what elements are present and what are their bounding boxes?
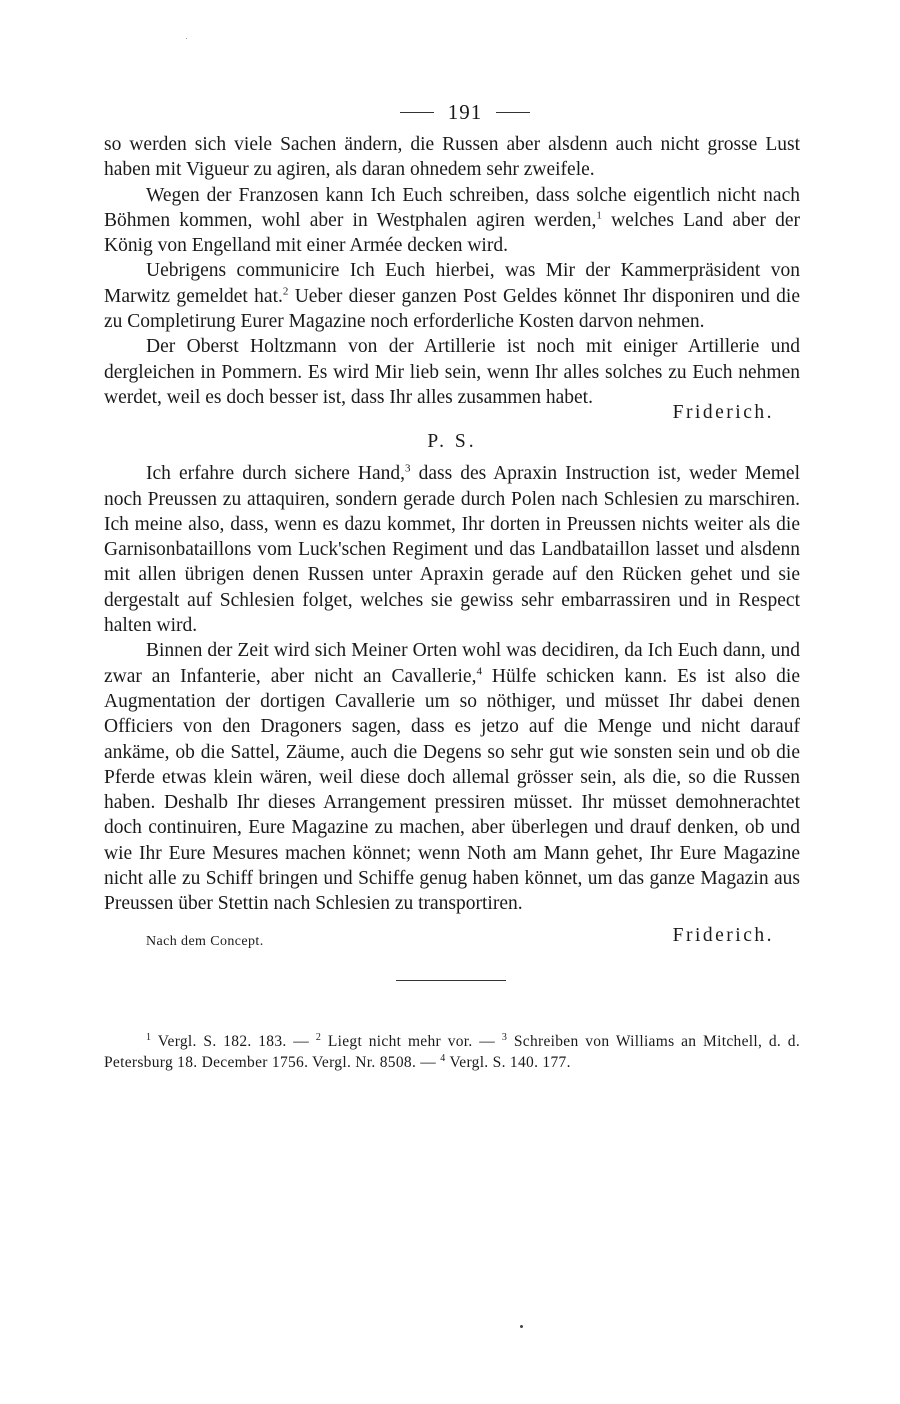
ps-paragraph-2-text-a: Binnen der Zeit wird sich Meiner Orten wohl was decidiren, da Ich Euch dann, und zwar an Infanterie, aber nicht an Cavallerie,: [104, 640, 800, 687]
page-number: 191: [447, 99, 483, 124]
scan-speck: [186, 38, 187, 39]
footnote-mark-1: 1: [146, 1031, 152, 1043]
source-note: Nach dem Concept.: [146, 933, 264, 949]
document-page: [104, 92, 800, 1073]
footnote-ref-4: 4: [476, 665, 482, 678]
paragraph-3-text-a: Uebrigens communicire Ich Euch hierbei, was Mir der Kammerpräsident von Marwitz gemeldet hat.: [104, 260, 800, 307]
footnotes: [104, 1031, 800, 1073]
paragraph-2-text-b: welches Land aber der König von Engelland mit einer Armée decken wird.: [104, 209, 801, 257]
paragraph-4: Der Oberst Holtzmann von der Artillerie ist noch mit einiger Artillerie und dergleichen in Pommern. Es wird Mir lieb sein, wenn Ihr alles solches zu Euch nehmen werdet, weil es doch besser ist, dass Ihr alles zusammen habet.: [104, 336, 800, 408]
footnote-3: Schreiben von Williams an Mitchell, d. d. Petersburg 18. December 1756. Vergl. Nr. 8508. —: [104, 1032, 801, 1071]
signature-friderich-2: Friderich.: [672, 924, 774, 946]
footnote-divider: [396, 980, 506, 981]
paragraph-3-text-b: Ueber dieser ganzen Post Geldes könnet Ihr disponiren und die zu Completirung Eurer Magazine noch erforderliche Kosten darvon nehmen.: [104, 285, 800, 333]
header-rule-right: [496, 112, 530, 113]
footnote-1: Vergl. S. 182. 183. —: [157, 1032, 310, 1050]
signature-friderich-1: Friderich.: [672, 402, 774, 424]
ps-paragraph-2: [104, 638, 800, 916]
paragraph-3: [104, 258, 800, 334]
page-header: [130, 92, 800, 132]
paragraph-1: so werden sich viele Sachen ändern, die Russen aber alsdenn auch nicht grosse Lust haben mit Vigueur zu agiren, als daran ohnedem sehr zweifele.: [104, 134, 800, 181]
postscript-heading: P. S.: [427, 431, 477, 453]
scan-dot: [520, 1325, 523, 1328]
ps-paragraph-1: [104, 461, 800, 638]
footnote-ref-3: 3: [405, 462, 411, 475]
ps-paragraph-1-text-a: Ich erfahre durch sichere Hand,: [146, 463, 406, 485]
footnote-2: Liegt nicht mehr vor. —: [327, 1032, 496, 1050]
footnote-4: Vergl. S. 140. 177.: [449, 1053, 571, 1071]
paragraph-2: [104, 183, 800, 259]
footnote-ref-2: 2: [282, 285, 289, 298]
footnote-mark-3: 3: [501, 1031, 508, 1043]
ps-paragraph-1-text-b: dass des Apraxin Instruction ist, weder Memel noch Preussen zu attaquiren, sondern gerade durch Polen nach Schlesien zu marschiren. Ich meine also, dass, wenn es dazu kommet, Ihr dorten in Preussen nichts weiter als die Garnisonbataillons vom Luck'schen Regiment und das Landbataillon lasset und alsdenn mit allen übrigen denen Russen unter Apraxin gerade auf den Rücken gehet und sie dergestalt auf Schlesien folget, welches sie gewiss sehr embarrassiren und in Respect halten wird.: [104, 463, 800, 637]
footnote-mark-2: 2: [315, 1031, 322, 1043]
footnote-mark-4: 4: [440, 1052, 446, 1064]
header-rule-left: [400, 112, 434, 113]
paragraph-2-text-a: Wegen der Franzosen kann Ich Euch schreiben, dass solche eigentlich nicht nach Böhmen kommen, wohl aber in Westphalen agiren werden,: [104, 184, 800, 231]
ps-paragraph-2-text-b: Hülfe schicken kann. Es ist also die Augmentation der dortigen Cavallerie um so nöthiger, und müsset Ihr dabei denen Officiers von den Dragoners sagen, dass es jetzo auf die Menge und nicht darauf ankäme, ob die Sattel, Zäume, auch die Degens so sehr gut wie sonsten sein und ob die Pferde etwas klein wären, weil diese doch allemal grösser sein, als die, so die Russen haben. Deshalb Ihr dieses Arrangement pressiren müsset. Ihr müsset demohnerachtet doch continuiren, Eure Magazine zu machen, aber überlegen und drauf denken, ob und wie Ihr Eure Mesures machen könnet; wenn Noth am Mann gehet, Ihr Eure Magazine nicht alle zu Schiff bringen und Schiffe genug haben könnet, um das ganze Magazin aus Preussen über Stettin nach Schlesien zu transportiren.: [104, 665, 801, 915]
footnote-ref-1: 1: [596, 209, 602, 222]
